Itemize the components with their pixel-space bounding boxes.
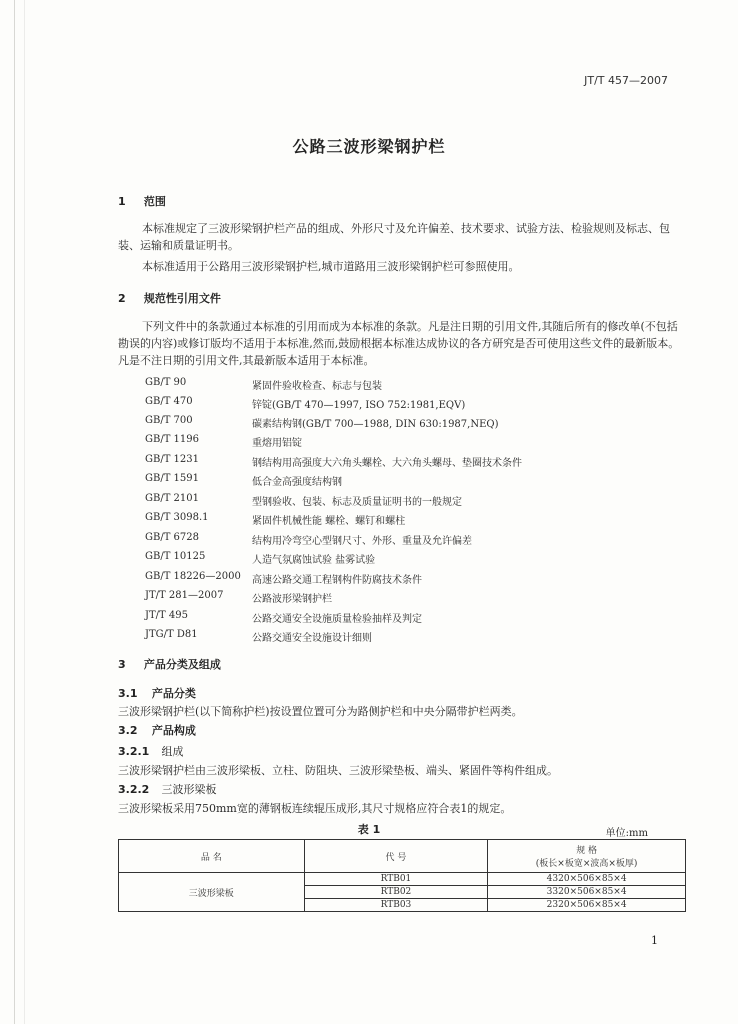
section-number: 3.1 [118, 687, 138, 700]
reference-name: 钢结构用高强度大六角头螺栓、大六角头螺母、垫圈技术条件 [252, 458, 522, 469]
reference-name: 碳素结构钢(GB/T 700—1988, DIN 630:1987,NEQ) [252, 419, 499, 430]
section-1-heading [118, 193, 166, 209]
reference-code: GB/T 1591 [145, 473, 200, 484]
section-3-2-heading [118, 722, 196, 738]
header-spec-line2: (板长×板宽×波高×板厚) [535, 859, 638, 869]
table-row [119, 873, 686, 886]
cell-code: RTB03 [304, 899, 488, 912]
table-1 [118, 839, 686, 912]
table-caption: 表 1 [357, 823, 381, 836]
section-1-paragraph-2: 本标准适用于公路用三波形梁钢护栏,城市道路用三波形梁钢护栏可参照使用。 [142, 260, 520, 273]
section-title: 产品分类及组成 [143, 658, 221, 671]
header-spec-line1: 规 格 [576, 846, 598, 856]
cell-code: RTB02 [304, 886, 488, 899]
reference-code: JT/T 495 [145, 610, 188, 621]
section-1-paragraph-1: 本标准规定了三波形梁钢护栏产品的组成、外形尺寸及允许偏差、技术要求、试验方法、检验规则及标志、包装、运输和质量证明书。 [118, 222, 670, 252]
reference-code: JTG/T D81 [145, 629, 198, 640]
reference-name: 重熔用铝锭 [252, 438, 302, 449]
reference-name: 紧固件验收检查、标志与包装 [252, 381, 382, 392]
section-3-2-1-paragraph: 三波形梁钢护栏由三波形梁板、立柱、防阻块、三波形梁垫板、端头、紧固件等构件组成。 [118, 764, 558, 777]
section-number: 3.2 [118, 724, 138, 737]
reference-code: GB/T 2101 [145, 493, 200, 504]
section-title: 产品构成 [151, 724, 196, 737]
section-2-heading [118, 290, 221, 306]
header-product: 品 名 [119, 840, 305, 873]
reference-code: GB/T 1196 [145, 434, 200, 445]
page-title: 公路三波形梁钢护栏 [292, 137, 446, 156]
section-3-2-2-paragraph: 三波形梁板采用750mm宽的薄钢板连续辊压成形,其尺寸规格应符合表1的规定。 [118, 802, 512, 815]
table-unit: 单位:mm [605, 828, 648, 839]
header-code: 代 号 [304, 840, 488, 873]
section-title: 范围 [143, 195, 166, 208]
cell-code: RTB01 [304, 873, 488, 886]
section-number: 1 [118, 195, 126, 208]
page-number: 1 [651, 934, 658, 947]
document-number: JT/T 457—2007 [584, 74, 668, 87]
reference-code: JT/T 281—2007 [145, 590, 224, 601]
section-number: 3 [118, 658, 126, 671]
reference-name: 紧固件机械性能 螺栓、螺钉和螺柱 [252, 516, 406, 527]
reference-name: 型钢验收、包装、标志及质量证明书的一般规定 [252, 497, 462, 508]
section-title: 产品分类 [151, 687, 196, 700]
reference-code: GB/T 6728 [145, 532, 200, 543]
reference-code: GB/T 700 [145, 415, 193, 426]
table-header-row [119, 840, 686, 873]
section-number: 2 [118, 292, 126, 305]
reference-code: GB/T 18226—2000 [145, 571, 241, 582]
cell-spec: 4320×506×85×4 [488, 873, 686, 886]
reference-name: 结构用冷弯空心型钢尺寸、外形、重量及允许偏差 [252, 536, 472, 547]
section-title: 三波形梁板 [161, 783, 217, 796]
section-2-paragraph-1: 下列文件中的条款通过本标准的引用而成为本标准的条款。凡是注日期的引用文件,其随后所有的修改单(不包括勘误的内容)或修订版均不适用于本标准,然而,鼓励根据本标准达成协议的各方研究是否可使用这些文件的最新版本。凡是不注日期的引用文件,其最新版本适用于本标准。 [118, 320, 680, 367]
header-spec [488, 840, 686, 873]
section-3-1-paragraph: 三波形梁钢护栏(以下简称护栏)按设置位置可分为路侧护栏和中央分隔带护栏两类。 [118, 705, 523, 718]
reference-name: 公路交通安全设施设计细则 [252, 633, 372, 644]
cell-spec: 3320×506×85×4 [488, 886, 686, 899]
reference-name: 公路交通安全设施质量检验抽样及判定 [252, 614, 422, 625]
section-number: 3.2.1 [118, 745, 150, 758]
section-3-2-1-heading [118, 743, 184, 759]
section-3-1-heading [118, 685, 196, 701]
section-title: 组成 [161, 745, 184, 758]
section-3-2-2-heading [118, 781, 217, 797]
cell-spec: 2320×506×85×4 [488, 899, 686, 912]
reference-name: 锌锭(GB/T 470—1997, ISO 752:1981,EQV) [252, 400, 466, 411]
reference-name: 低合金高强度结构钢 [252, 477, 342, 488]
cell-product-name: 三波形梁板 [119, 873, 305, 912]
reference-code: GB/T 1231 [145, 454, 200, 465]
reference-code: GB/T 3098.1 [145, 512, 209, 523]
reference-name: 高速公路交通工程钢构件防腐技术条件 [252, 575, 422, 586]
reference-name: 公路波形梁钢护栏 [252, 594, 332, 605]
section-number: 3.2.2 [118, 783, 150, 796]
reference-code: GB/T 10125 [145, 551, 206, 562]
reference-code: GB/T 90 [145, 377, 187, 388]
reference-name: 人造气氛腐蚀试验 盐雾试验 [252, 555, 376, 566]
reference-code: GB/T 470 [145, 396, 193, 407]
section-title: 规范性引用文件 [143, 292, 221, 305]
section-3-heading [118, 656, 221, 672]
